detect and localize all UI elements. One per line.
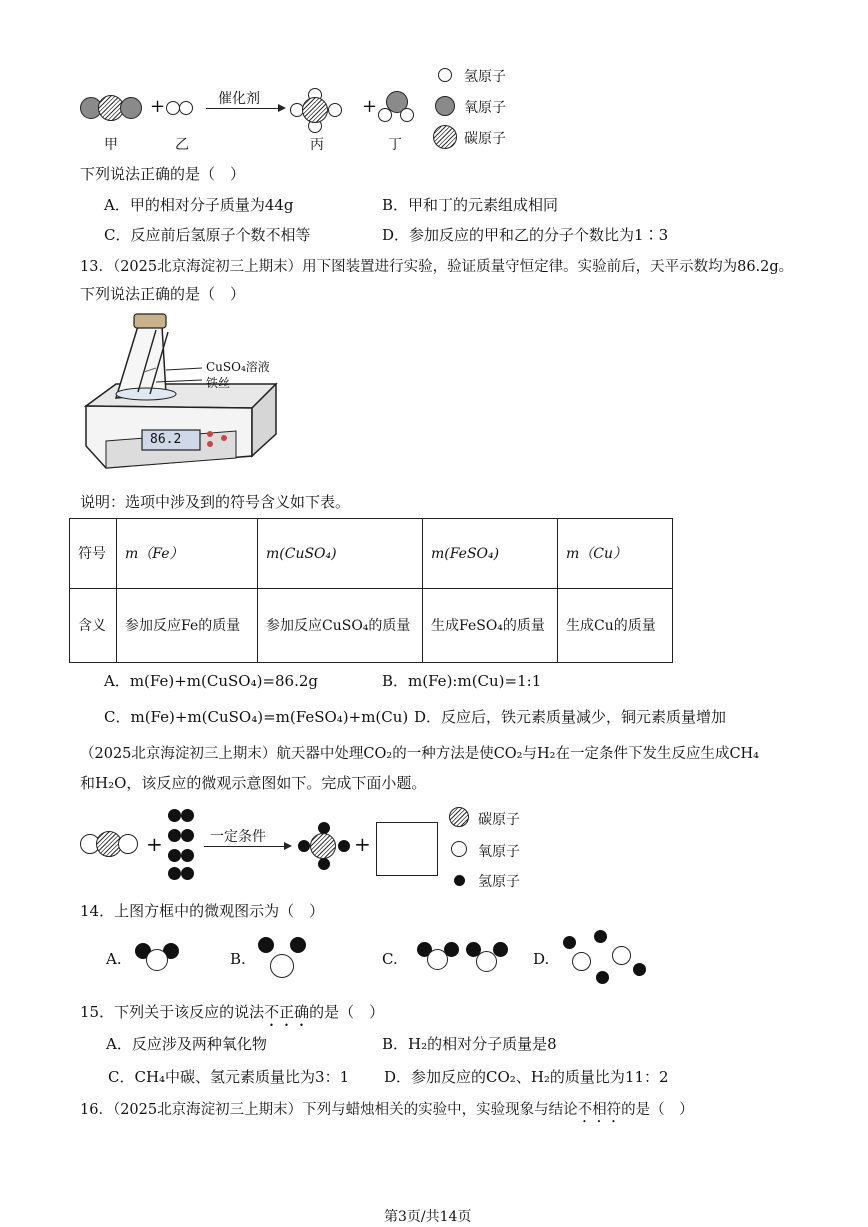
q16-stem <box>80 1098 694 1126</box>
q15-stem <box>80 1001 384 1030</box>
intro-line2: 和H₂O，该反应的微观示意图如下。完成下面小题。 <box>80 774 427 792</box>
legend-carbon: 碳原子 <box>478 812 520 828</box>
oxygen-atom <box>427 949 448 970</box>
reaction-arrow <box>206 108 284 109</box>
hydrogen-atom <box>338 840 350 852</box>
plus-sign: + <box>354 832 371 856</box>
q14-option-d[interactable]: D. <box>533 950 550 968</box>
table-head-meaning: 含义 <box>70 589 117 663</box>
hydrogen-atom <box>168 829 181 842</box>
legend-oxygen: 氧原子 <box>478 844 520 860</box>
meaning-fe: 参加反应Fe的质量 <box>117 589 258 663</box>
q14-option-b[interactable]: B. <box>230 950 246 968</box>
scale-reading: 86.2 <box>150 432 182 447</box>
q12-stem: 下列说法正确的是（ ） <box>80 165 246 183</box>
flask-base <box>116 388 176 400</box>
q13-stem-line1: 13．（2025北京海淀初三上期末）用下图装置进行实验，验证质量守恒定律。实验前后，天平示数均为86.2g。 <box>80 259 794 275</box>
plus-sign: + <box>150 96 166 117</box>
legend-oxygen: 氧原子 <box>464 100 506 116</box>
hydrogen-atom <box>328 103 342 117</box>
scale-button <box>207 441 213 447</box>
q15-stem-emphasis: 不正确 <box>264 1003 310 1021</box>
q15-option-b[interactable]: B．H₂的相对分子质量是8 <box>382 1035 557 1053</box>
symbol-m-cuso4: m(CuSO₄) <box>258 519 423 589</box>
q15-option-c[interactable]: C．CH₄中碳、氢元素质量比为3：1 <box>108 1068 350 1086</box>
legend-hydrogen-swatch <box>454 875 465 886</box>
q15-option-d[interactable]: D．参加反应的CO₂、H₂的质量比为11：2 <box>384 1068 669 1086</box>
meaning-cuso4: 参加反应CuSO₄的质量 <box>258 589 423 663</box>
hydrogen-atom <box>400 108 414 122</box>
symbol-m-feso4: m(FeSO₄) <box>423 519 558 589</box>
symbol-m-cu: m（Cu） <box>558 519 673 589</box>
flask-stopper <box>134 314 166 328</box>
condition-label: 一定条件 <box>210 829 266 845</box>
q14-stem: 14．上图方框中的微观图示为（ ） <box>80 902 325 920</box>
hydrogen-atom <box>378 108 392 122</box>
legend-oxygen-swatch <box>435 96 455 116</box>
hydrogen-atom <box>258 937 274 953</box>
q16-stem-pre: 16．（2025北京海淀初三上期末）下列与蜡烛相关的实验中，实验现象与结论 <box>80 1102 578 1118</box>
balance-figure <box>76 306 316 482</box>
q13-option-b[interactable]: B．m(Fe):m(Cu)=1:1 <box>382 672 542 690</box>
q13-note: 说明：选项中涉及到的符号含义如下表。 <box>80 493 351 511</box>
oxygen-atom <box>612 946 631 965</box>
q15-stem-pre: 15．下列关于该反应的说法 <box>80 1003 265 1021</box>
oxygen-atom <box>118 834 138 854</box>
oxygen-atom <box>146 949 168 971</box>
q14-option-a[interactable]: A. <box>106 950 122 968</box>
q12-option-c[interactable]: C．反应前后氢原子个数不相等 <box>104 226 311 244</box>
reaction-arrow <box>204 846 290 847</box>
hydrogen-atom <box>181 809 194 822</box>
legend-hydrogen: 氢原子 <box>464 69 506 85</box>
label-iron-wire: 铁丝 <box>206 376 231 390</box>
scale-button <box>221 435 227 441</box>
scale-button <box>207 431 213 437</box>
meaning-cu: 生成Cu的质量 <box>558 589 673 663</box>
hydrogen-atom <box>179 101 193 115</box>
page-footer: 第3页/共14页 <box>384 1209 472 1225</box>
label-yi: 乙 <box>175 137 189 153</box>
hydrogen-atom <box>181 867 194 880</box>
catalyst-label: 催化剂 <box>218 91 260 107</box>
hydrogen-atom <box>168 849 181 862</box>
legend-oxygen-swatch <box>451 841 467 857</box>
hydrogen-atom <box>596 971 609 984</box>
oxygen-atom <box>476 951 497 972</box>
carbon-atom <box>302 97 328 123</box>
legend-carbon-swatch <box>433 125 457 149</box>
q12-option-a[interactable]: A．甲的相对分子质量为44g <box>104 196 294 214</box>
hydrogen-atom <box>594 930 607 943</box>
q13-stem-line2: 下列说法正确的是（ ） <box>80 285 246 303</box>
hydrogen-atom <box>290 937 306 953</box>
plus-sign: + <box>146 832 163 856</box>
label-cuso4-solution: CuSO₄溶液 <box>206 360 270 374</box>
legend-hydrogen: 氢原子 <box>478 874 520 890</box>
hydrogen-atom <box>318 858 330 870</box>
hydrogen-atom <box>563 936 576 949</box>
flask <box>116 326 166 398</box>
q16-stem-emphasis: 不相符 <box>577 1102 622 1118</box>
hydrogen-atom <box>168 867 181 880</box>
hydrogen-atom <box>633 963 646 976</box>
meaning-feso4: 生成FeSO₄的质量 <box>423 589 558 663</box>
label-ding: 丁 <box>388 137 402 153</box>
answer-box <box>376 822 438 876</box>
oxygen-atom <box>120 97 142 119</box>
q15-stem-post: 的是（ ） <box>309 1003 385 1021</box>
q15-option-a[interactable]: A．反应涉及两种氧化物 <box>106 1035 267 1053</box>
label-bing: 丙 <box>310 137 324 153</box>
oxygen-atom <box>270 954 294 978</box>
hydrogen-atom <box>298 840 310 852</box>
symbol-table <box>69 518 673 663</box>
carbon-atom <box>310 833 336 859</box>
label-jia: 甲 <box>104 137 118 153</box>
plus-sign: + <box>362 96 378 117</box>
q16-stem-post: 的是（ ） <box>621 1102 694 1118</box>
q14-option-c[interactable]: C. <box>382 950 398 968</box>
q13-option-d[interactable]: D．反应后，铁元素质量减少，铜元素质量增加 <box>414 708 727 726</box>
oxygen-atom <box>572 952 591 971</box>
legend-hydrogen-swatch <box>438 68 452 82</box>
symbol-m-fe: m（Fe） <box>117 519 258 589</box>
hydrogen-atom <box>181 849 194 862</box>
scale-top <box>86 384 276 408</box>
legend-carbon-swatch <box>449 807 469 827</box>
hydrogen-atom <box>168 809 181 822</box>
intro-line1: （2025北京海淀初三上期末）航天器中处理CO₂的一种方法是使CO₂与H₂在一定条件下发生反应生成CH₄ <box>80 746 759 762</box>
q13-option-c[interactable]: C．m(Fe)+m(CuSO₄)=m(FeSO₄)+m(Cu) <box>104 708 409 726</box>
q13-option-a[interactable]: A．m(Fe)+m(CuSO₄)=86.2g <box>104 672 319 690</box>
hydrogen-atom <box>181 829 194 842</box>
q12-option-b[interactable]: B．甲和丁的元素组成相同 <box>382 196 559 214</box>
hydrogen-atom <box>166 101 180 115</box>
table-head-symbol: 符号 <box>70 519 117 589</box>
legend-carbon: 碳原子 <box>464 131 506 147</box>
q12-option-d[interactable]: D．参加反应的甲和乙的分子个数比为1∶3 <box>382 226 669 244</box>
